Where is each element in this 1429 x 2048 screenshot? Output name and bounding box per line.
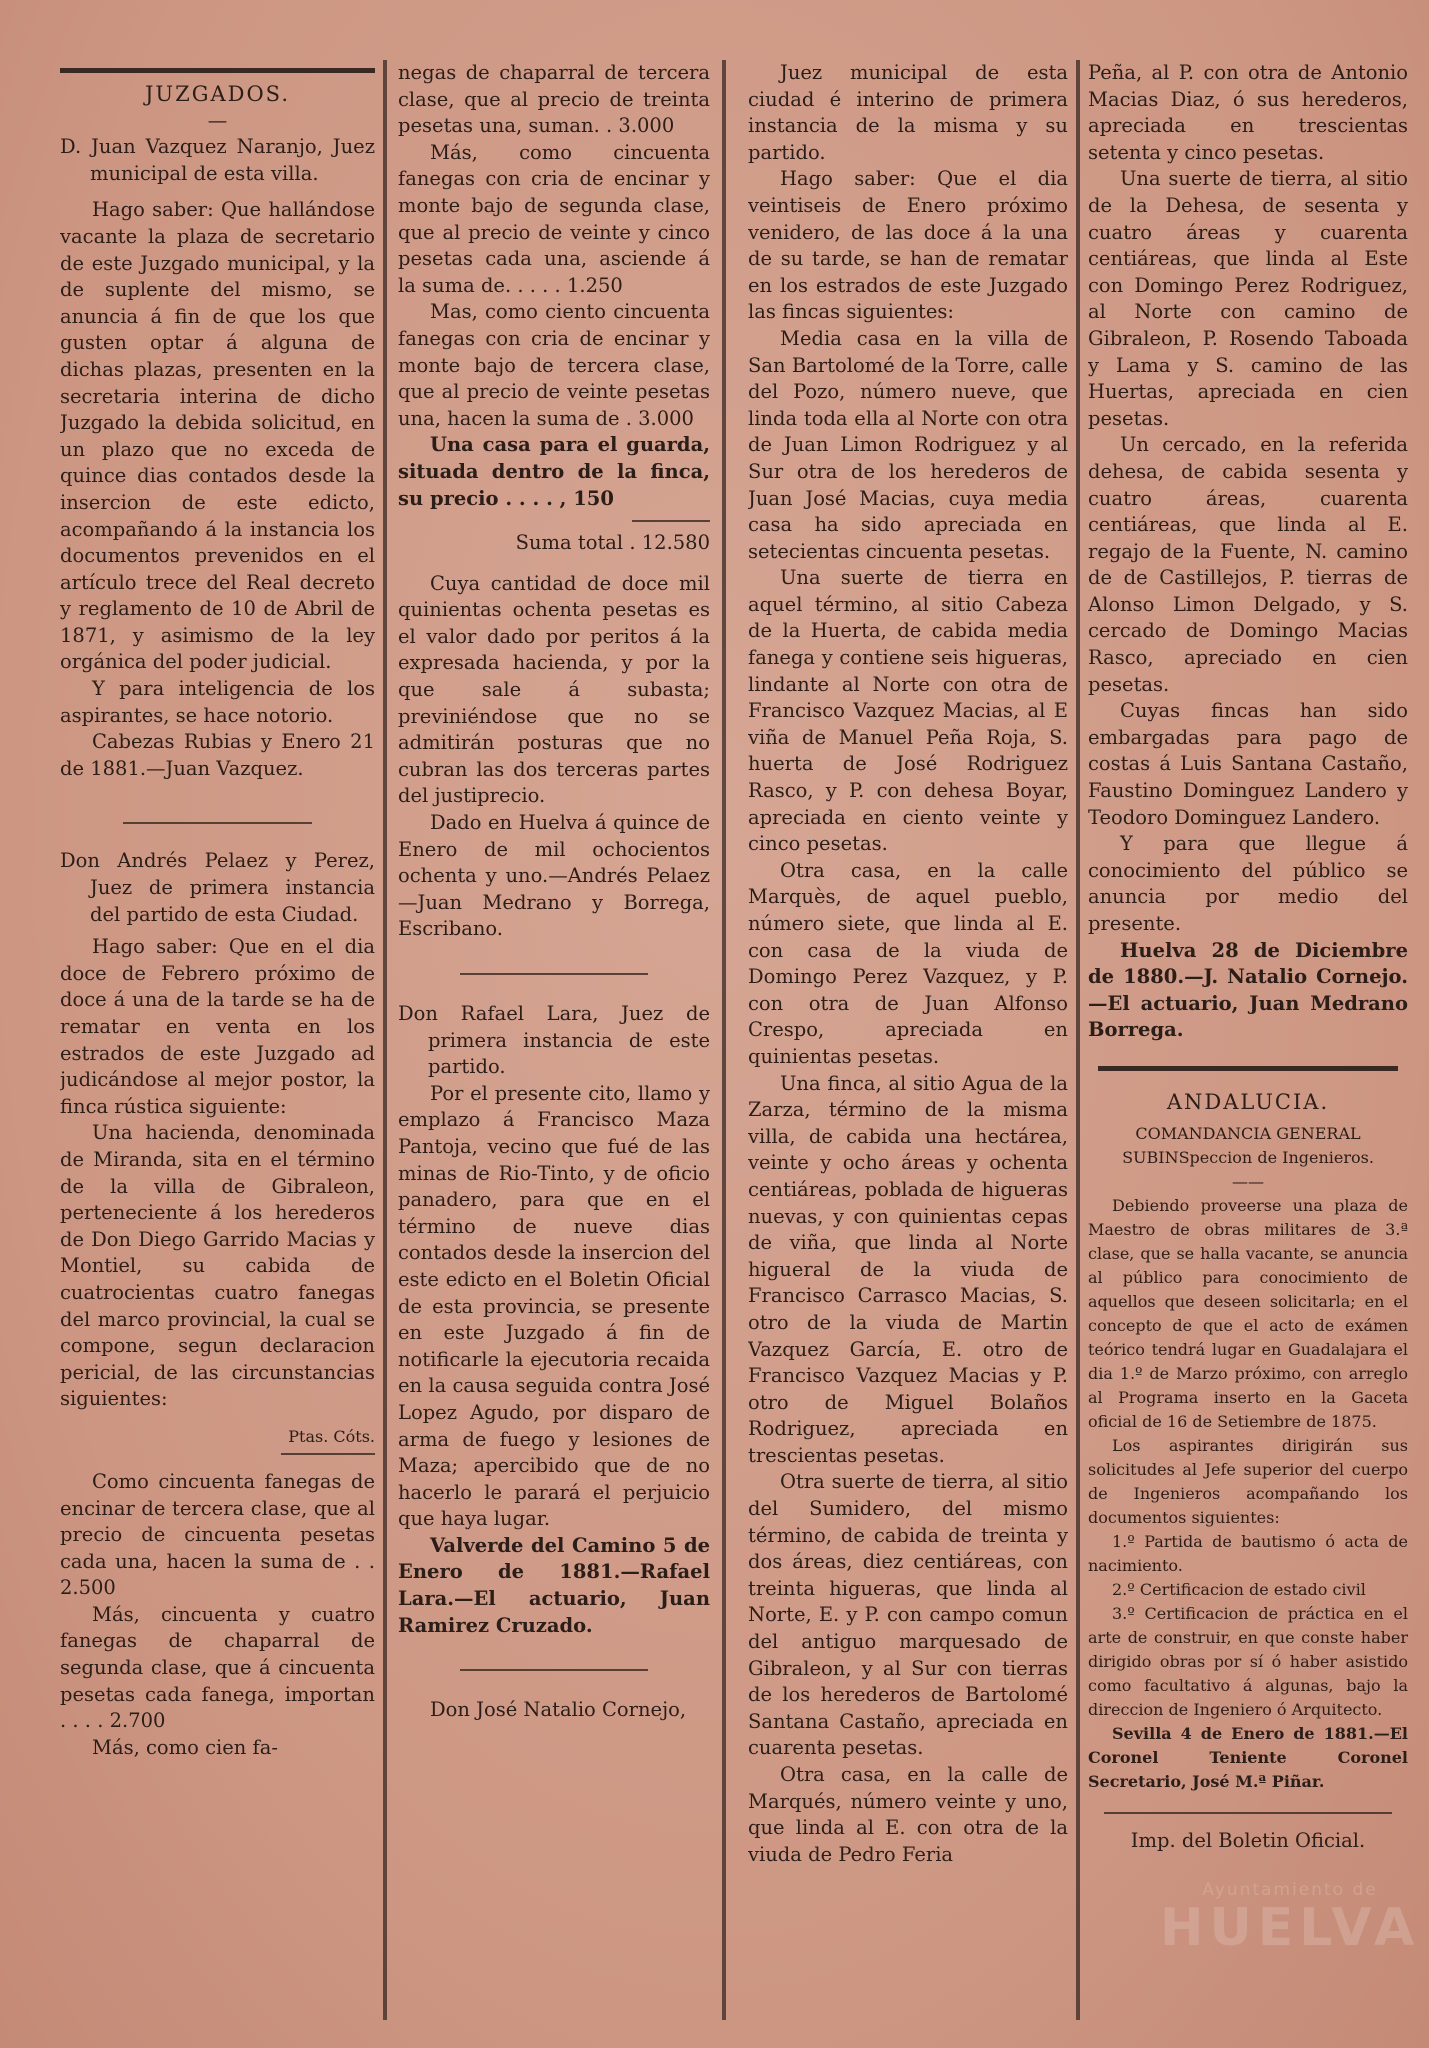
watermark-logo [1160,1880,1420,2030]
paragraph: Y para que llegue á conocimiento del público se anuncia por medio del presente. [1088,832,1408,935]
amount-item [60,1469,375,1602]
top-rule [60,68,375,73]
column-3 [748,60,1068,1960]
paragraph: Una suerte de tierra, al sitio de la Dehesa, de sesenta y cuatro áreas y cuarenta centiáreas, que linda al Este con Domingo Perez Rodriguez, al Norte con camino de Gibraleon, P. Rosendo Taboada y Lama y S. camino de las Huertas, apreciada en cien pesetas. [1088,167,1408,430]
paragraph: Hago saber: Que hallándose vacante la plaza de secretario de este Juzgado municipal, y la de suplente del mismo, se anuncia á fin de que los que gusten optar á alguna de dichas plazas, presenten en la secretaria interina de dicho Juzgado la debida solicitud, en un plazo que no exceda de quince dias contados desde la insercion de este edicto, acompañando á la instancia los documentos prevenidos en el artículo trece del Real decreto y reglamento de 10 de Abril de 1871, y asimismo de la ley orgánica del poder judicial. [60,198,375,674]
paragraph: Y para inteligencia de los aspirantes, se hace notorio. [60,677,375,727]
item-text: Mas, como ciento cincuenta fanegas con cria de encinar y monte bajo de tercera clase, que al precio de veinte pesetas una, hacen la suma de . [398,300,710,430]
signature: Sevilla 4 de Enero de 1881.—El Coronel Teniente Coronel Secretario, José M.ª Piñar. [1088,1723,1408,1791]
units-header: Ptas. Cóts. [288,1426,375,1446]
item-text: Una casa para el guarda, situada dentro de la finca, su precio . . . . , [398,433,710,510]
separator [460,973,647,975]
column-1 [60,60,375,1960]
item-text: Más, como cincuenta fanegas con cria de encinar y monte bajo de segunda clase, que al precio de veinte y cinco pesetas cada una, asciende á la suma de. . . . . [398,140,710,297]
subsection-heading: COMANDANCIA GENERAL SUBINSpeccion de Ingenieros. [1122,1123,1374,1167]
paragraph: Hago saber: Que en el dia doce de Febrero próximo de doce á una de la tarde se ha de rematar en venta en los estrados de este Juzgado ad judicándose al mejor postor, la finca rústica siguiente: [60,935,375,1118]
edict-header: Don José Natalio Cornejo, [430,1698,687,1722]
watermark-line2: HUELVA [1160,1898,1421,1958]
section-rule [1098,1066,1398,1071]
separator [123,822,312,824]
item-text: Como cincuenta fanegas de encinar de tercera clase, que al precio de cincuenta pesetas cada una, hacen la suma de . . [60,1469,375,1573]
paragraph: Debiendo proveerse una plaza de Maestro de obras militares de 3.ª clase, que se halla vacante, se anuncia al público para conocimiento de aquellos que deseen solicitarla; en el concepto de que el acto de exámen teórico tendrá lugar en Guadalajara el dia 1.º de Marzo próximo, con arreglo al Programa inserto en la Gaceta oficial de 16 de Setiembre de 1875. [1088,1195,1408,1431]
column-2 [398,60,710,1960]
list-item: 3.º Certificacion de práctica en el arte de construir, en que conste haber dirigido obras por sí ó haber asistido como facultativo á algunas, bajo la direccion de Ingeniero ó Arquitecto. [1088,1603,1408,1719]
signature: Cabezas Rubias y Enero 21 de 1881.—Juan Vazquez. [60,730,375,780]
list-item: 1.º Partida de bautismo ó acta de nacimiento. [1088,1531,1408,1575]
amount-item [398,299,710,432]
edict-header: Don Andrés Pelaez y Perez, Juez de primera instancia del partido de esta Ciudad. [60,849,375,926]
column-rule [722,60,726,2020]
amount-item [398,60,710,140]
paragraph: Un cercado, en la referida dehesa, de cabida sesenta y cuatro áreas, cuarenta centiáreas, que linda al E. regajo de la Fuente, N. camino de de Castillejos, P. tierras de Alonso Limon Delgado, y S. cercado de Domingo Macias Rasco, apreciado en cien pesetas. [1088,433,1408,696]
paragraph: Otra suerte de tierra, al sitio del Sumidero, del mismo término, de cabida de treinta y dos áreas, diez centiáreas, con treinta higueras, que linda al Norte, E. y P. con campo comun del antiguo marquesado de Gibraleon, y al Sur con tierras de los herederos de Bartolomé Santana Castaño, apreciada en cuarenta pesetas. [748,1470,1068,1760]
total-label: Suma total [515,531,624,555]
paragraph: Una suerte de tierra en aquel término, al sitio Cabeza de la Huerta, de cabida media fanega y contiene seis higueras, lindante al Norte con otra de Francisco Vazquez Macias, al E viña de Manuel Peña Roja, S. huerta de José Rodriguez Rasco, y P. con dehesa Boyar, apreciada en ciento veinte y cinco pesetas. [748,566,1068,856]
paragraph: Cuyas fincas han sido embargadas para pago de costas á Luis Santana Castaño, Faustino Dominguez Landero y Teodoro Dominguez Landero. [1088,699,1408,829]
amount-item [60,1602,375,1735]
imprint: Imp. del Boletin Oficial. [1130,1828,1366,1852]
paragraph: Juez municipal de esta ciudad é interino de primera instancia de la misma y su partido. [748,61,1068,164]
paragraph: Más, como cien fa- [92,1735,278,1759]
heading-separator: —— [1232,1171,1264,1191]
paragraph: Peña, al P. con otra de Antonio Macias Diaz, ó sus herederos, apreciada en trescientas setenta y cinco pesetas. [1088,61,1408,164]
section-heading-andalucia: ANDALUCIA. [1166,1089,1330,1114]
paragraph: Otra casa, en la calle Marquès, de aquel pueblo, número siete, que linda al E. con casa de la viuda de Domingo Perez Vazquez, y P. con otra de Juan Alfonso Crespo, apreciada en quinientas pesetas. [748,858,1068,1068]
paragraph: Hago saber: Que el dia veintiseis de Enero próximo venidero, de las doce á la una de su tarde, se han de rematar en los estrados de este Juzgado las fincas siguientes: [748,167,1068,324]
amount-item [398,140,710,300]
separator [460,1669,647,1671]
signature: Huelva 28 de Diciembre de 1880.—J. Natalio Cornejo.—El actuario, Juan Medrano Borrega. [1088,938,1408,1042]
paragraph: Una hacienda, denominada de Miranda, sita en el término de la villa de Gibraleon, perteneciente á los herederos de Don Diego Garrido Macias y Montiel, su cabida de cuatrocientas cuatro fanegas del marco provincial, la cual se compone, segun declaracion pericial, de las circunstancias siguientes: [60,1121,375,1411]
paragraph: Una finca, al sitio Agua de la Zarza, término de la misma villa, de cabida una hectárea, veinte y ocho áreas y ochenta centiáreas, poblada de higueras nuevas, y con quinientas cepas de viña, que linda al Norte higueral de la viuda de Francisco Carrasco Macias, S. otro de la viuda de Martin Vazquez García, E. otro de Francisco Vazquez Macias y P. otro de Miguel Bolaños Rodriguez, apreciada en trescientas pesetas. [748,1071,1068,1467]
total-amount: . 12.580 [629,531,710,555]
paragraph: Otra casa, en la calle de Marqués, número veinte y uno, que linda al E. con otra de la viuda de Pedro Feria [748,1763,1068,1866]
paragraph: Cuya cantidad de doce mil quinientas ochenta pesetas es el valor dado por peritos á la expresada hacienda, y por la que sale á subasta; previniéndose que no se admitirán posturas que no cubran las dos terceras partes del justiprecio. [398,571,710,808]
item-amount: 3.000 [618,114,675,138]
separator [1104,1812,1392,1814]
section-heading-juzgados: JUZGADOS. [144,82,290,106]
units-rule [281,1453,376,1455]
item-text: negas de chaparral de tercera clase, que al precio de treinta pesetas una, suman. . [398,61,710,138]
watermark-line1: Ayuntamiento de [1202,1880,1378,1900]
item-amount: 2.700 [109,1709,166,1733]
item-amount: 3.000 [638,406,694,430]
heading-dash: — [207,108,228,132]
sum-rule [632,520,710,522]
amount-item [398,432,710,512]
total-line [398,530,710,557]
paragraph: Los aspirantes dirigirán sus solicitudes al Jefe superior del cuerpo de Ingenieros acompañando los documentos siguientes: [1088,1435,1408,1527]
signature: Valverde del Camino 5 de Enero de 1881.—Rafael Lara.—El actuario, Juan Ramirez Cruzado. [398,1533,710,1637]
column-rule [383,60,387,2020]
edict-header: D. Juan Vazquez Naranjo, Juez municipal de esta villa. [60,135,375,185]
edict-header: Don Rafael Lara, Juez de primera instancia de este partido. [398,1002,710,1079]
item-amount: 150 [573,486,614,510]
item-amount: 1.250 [566,273,623,297]
list-item: 2.º Certificacion de estado civil [1112,1579,1366,1599]
item-text: Más, cincuenta y cuatro fanegas de chaparral de segunda clase, que á cincuenta pesetas cada fanega, importan . . . . [60,1602,375,1733]
column-4 [1088,60,1408,1960]
paragraph: Por el presente cito, llamo y emplazo á Francisco Maza Pantoja, vecino que fué de las minas de Rio-Tinto, y de oficio panadero, para que en el término de nueve dias contados desde la insercion del este edicto en el Boletin Oficial de esta provincia, se presente en este Juzgado á fin de notificarle la ejecutoria recaida en la causa seguida contra José Lopez Agudo, por disparo de arma de fuego y lesiones de Maza; apercibido que de no hacerlo le parará el perjuicio que haya lugar. [398,1081,710,1531]
paragraph: Media casa en la villa de San Bartolomé de la Torre, calle del Pozo, número nueve, que linda toda ella al Norte con otra de Juan Limon Rodriguez y al Sur otra de los herederos de Juan José Macias, cuya media casa ha sido apreciada en setecientas cincuenta pesetas. [748,326,1068,563]
column-rule [1076,60,1080,2020]
signature: Dado en Huelva á quince de Enero de mil ochocientos ochenta y uno.—Andrés Pelaez —Juan Medrano y Borrega, Escribano. [398,811,710,941]
item-amount: 2.500 [60,1576,116,1600]
